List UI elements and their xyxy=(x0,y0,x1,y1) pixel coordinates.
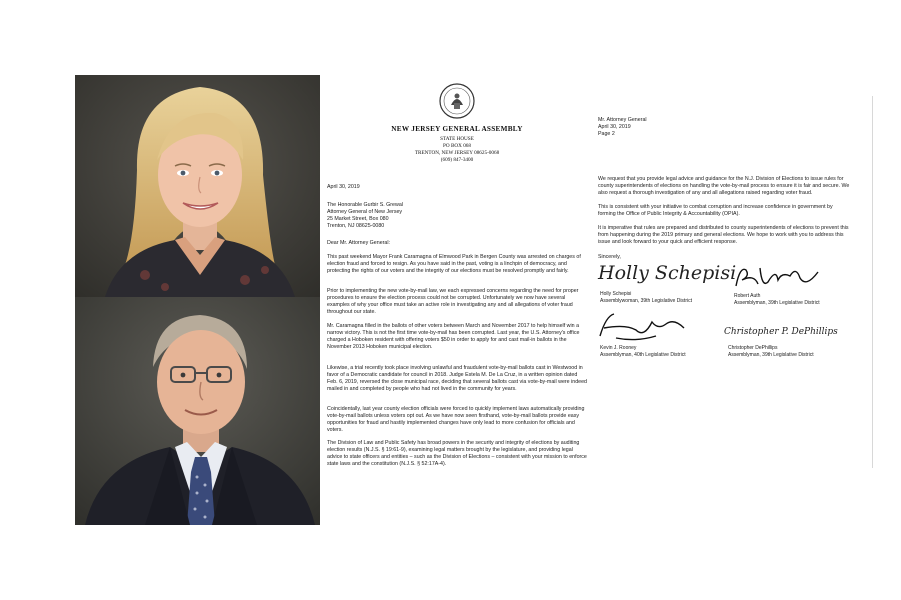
signatory-title: Assemblyman, 39th Legislative District xyxy=(734,300,820,306)
signatory-name: Robert Auth xyxy=(734,293,761,299)
signature-rooney xyxy=(596,310,688,342)
closing: Sincerely, xyxy=(598,254,621,260)
page2-header-line: Page 2 xyxy=(598,131,615,137)
letterhead-address-line: PO BOX 068 xyxy=(443,143,471,149)
signatory-name: Kevin J. Rooney xyxy=(600,345,637,351)
letter-paragraph: Prior to implementing the new vote-by-mail law, we each expressed concerns regarding the need for proper procedures to ensure the election process could not be corrupted. Unfortunately we now have several examples of why your office must take an active role in investigating any and all allegations of voter fraud throughout our state. xyxy=(327,288,579,316)
letter-paragraph: The Division of Law and Public Safety has broad powers in the security and integrity of elections by auditing election results (N.J.S. § 19:61-9), examining legal matters brought by the legislature, and providing legal advice to state officers and entities – such as the Division of Elections – consistent with your mission to enforce state laws and the constitution (N.J.S. § 52:17A-4). xyxy=(327,440,587,468)
letter-paragraph: This is consistent with your initiative to combat corruption and increase confidence in government by forming the Office of Public Integrity & Accountability (OPIA). xyxy=(598,204,833,218)
photo-assemblyman xyxy=(75,297,320,525)
photo-assemblywoman xyxy=(75,75,320,297)
signatory-title: Assemblywoman, 39th Legislative District xyxy=(600,298,692,304)
letter-paragraph: It is imperative that rules are prepared and distributed to county superintendents of elections to prevent this from happening during the 2019 primary and general elections. We hope to work with you to address this issue and look forward to your quick and efficient response. xyxy=(598,225,849,246)
letterhead-title: NEW JERSEY GENERAL ASSEMBLY xyxy=(391,125,523,133)
signatory-name: Christopher DePhillips xyxy=(728,345,778,351)
page2-header-line: April 30, 2019 xyxy=(598,124,631,130)
recipient-line: 25 Market Street, Box 080 xyxy=(327,216,389,222)
page-edge-divider xyxy=(872,96,873,468)
letter-paragraph: Likewise, a trial recently took place involving unlawful and fraudulent vote-by-mail ballots cast in Westwood in favor of a Democratic candidate for council in 2018. Judge Estela M. De La Cruz, in a written opinion dated Feb. 6, 2019, reversed the close municipal race, deciding that several ballots cast via vote-by-mail were indeed mailed in and completed by people who had not lived in the community for years. xyxy=(327,365,587,393)
letter-paragraph: Coincidentally, last year county election officials were forced to quickly implement laws automatically providing vote-by-mail ballots unless voters opt out. As we have now seen firsthand, vote-by-mail ballots provide easy opportunities for fraud and hastily implemented changes have only lead to more confusion for officials and voters. xyxy=(327,406,585,434)
letter-paragraph: Mr. Caramagna filled in the ballots of other voters between March and November 2017 to help himself win a narrow victory. This is not the first time vote-by-mail has been corrupted. Last year, the U.S. Attorney's office charged a Hoboken resident with offering voters $50 in order to apply for and cast mail-in ballots in the November 2013 Hoboken municipal election. xyxy=(327,323,580,351)
recipient-line: The Honorable Gurbir S. Grewal xyxy=(327,202,403,208)
letter-paragraph: We request that you provide legal advice and guidance for the N.J. Division of Elections to issue rules for county superintendents of elections on handling the vote-by-mail process to ensure it is fair and secure. We also request a thorough investigation of any and all allegations raised regarding voter fraud. xyxy=(598,176,850,197)
signature-dephillips: Christopher P. DePhillips xyxy=(724,327,838,337)
letter-paragraph: This past weekend Mayor Frank Caramagna of Elmwood Park in Bergen County was arrested on charges of election fraud and forced to resign. As you have said in the past, voting is a linchpin of democracy, and protecting the rights of our voters and the integrity of our elections must be resolved promptly and fairly. xyxy=(327,254,581,275)
signatory-title: Assemblyman, 40th Legislative District xyxy=(600,352,686,358)
letter-date: April 30, 2019 xyxy=(327,184,360,190)
salutation: Dear Mr. Attorney General: xyxy=(327,240,391,246)
signature-schepisi: Holly Schepisi xyxy=(598,262,737,284)
page2-header-line: Mr. Attorney General xyxy=(598,117,647,123)
recipient-line: Attorney General of New Jersey xyxy=(327,209,403,215)
letterhead-address-line: TRENTON, NEW JERSEY 08625-0068 xyxy=(414,150,500,156)
state-seal-icon xyxy=(439,83,475,119)
signatory-title: Assemblyman, 39th Legislative District xyxy=(728,352,814,358)
letterhead-address-line: STATE HOUSE xyxy=(440,136,474,142)
letter-page-2 xyxy=(592,92,852,472)
recipient-line: Trenton, NJ 08625-0080 xyxy=(327,223,385,229)
signatory-name: Holly Schepisi xyxy=(600,291,632,297)
signature-auth xyxy=(732,262,822,292)
letterhead-address-line: (609) 847-3400 xyxy=(440,157,474,163)
letter-page-1 xyxy=(322,80,587,520)
